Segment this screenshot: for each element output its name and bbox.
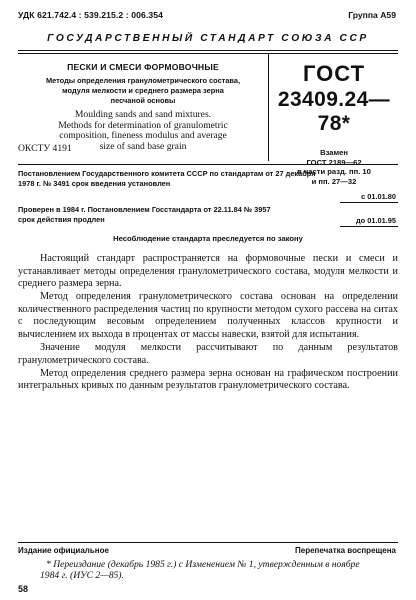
standard-title: ГОСУДАРСТВЕННЫЙ СТАНДАРТ СОЮЗА ССР (47, 33, 369, 44)
extension-line: срок действия продлен (18, 215, 105, 224)
title-bottom-rule (18, 164, 398, 165)
legal-warning: Несоблюдение стандарта преследуется по закону (113, 234, 303, 243)
decree-line: Постановлением Государственного комитета СССР по стандартам от 27 декабря (18, 169, 316, 178)
body-paragraph: Метод определения среднего размера зерна основан на графическом построении интегральных кривых по данным результатов гранулометрического состава. (18, 367, 398, 392)
subtitle-line: Методы определения гранулометрического состава, (45, 76, 241, 85)
expiry-date: до 01.01.95 (355, 216, 396, 225)
gost-number: 23409.24—78* (277, 88, 391, 135)
decree-text (18, 169, 398, 189)
replaced-line: ГОСТ 2189—62 (306, 157, 362, 167)
page-number: 58 (18, 584, 29, 594)
udk-code: УДК 621.742.4 : 539.215.2 : 006.354 (18, 10, 163, 20)
decree-line: 1978 г. № 3491 срок введения установлен (18, 179, 171, 188)
gost-designation (270, 62, 398, 186)
russian-subtitle (26, 76, 260, 106)
extension-text (18, 205, 398, 225)
okstu-code: ОКСТУ 4191 (18, 143, 72, 154)
body-paragraph: Значение модуля мелкости рассчитывают по данным результатов гранулометрического состава. (18, 342, 398, 366)
reissue-footnote: * Переиздание (декабрь 1985 г.) с Изменением № 1, утвержденным в ноябре 1984 г. (ИУС 2—85). (40, 559, 360, 581)
english-title-line: composition, fineness modulus and average (59, 130, 227, 142)
body-text (18, 253, 398, 394)
replaced-line: в части разд. пп. 10 (297, 167, 371, 177)
effective-date-underline (340, 202, 398, 203)
expiry-date-underline (340, 226, 398, 227)
main-title: ПЕСКИ И СМЕСИ ФОРМОВОЧНЫЕ (67, 62, 219, 72)
english-title-line: Moulding sands and sand mixtures. (74, 109, 212, 120)
body-paragraph: Метод определения гранулометрического состава основан на определении количественного распределения частиц по крупности методом сухого рассева на ситах с последующим весовым определением полученных классов крупности и вычислением их выхода в процентах от массы навески, взятой для испытания. (18, 291, 398, 341)
title-block (26, 62, 260, 152)
subtitle-line: модуля мелкости и среднего размера зерна (62, 86, 224, 95)
effective-date: с 01.01.80 (361, 192, 396, 201)
official-edition-label: Издание официальное (18, 546, 109, 555)
english-title-line: Methods for determination of granulometric (58, 119, 228, 131)
gost-label: ГОСТ (302, 61, 366, 86)
extension-line: Проверен в 1984 г. Постановлением Госстандарта от 22.11.84 № 3957 (18, 205, 271, 214)
header-rule-thin (18, 53, 398, 54)
body-paragraph: Настоящий стандарт распространяется на формовочные пески и смеси и устанавливает методы определения гранулометрического состава, модуля мелкости и среднего размера зерна. (18, 253, 398, 290)
group-code: Группа А59 (348, 10, 396, 20)
subtitle-line: песчаной основы (110, 96, 176, 105)
footer-rule (18, 542, 398, 543)
header-rule-thick (18, 50, 398, 51)
title-divider (268, 53, 269, 161)
replaced-line: и пп. 27—32 (311, 176, 357, 186)
replaced-line: Взамен (320, 148, 348, 157)
english-title-line: size of sand base grain (99, 140, 187, 152)
reprint-prohibited-label: Перепечатка воспрещена (295, 546, 396, 555)
